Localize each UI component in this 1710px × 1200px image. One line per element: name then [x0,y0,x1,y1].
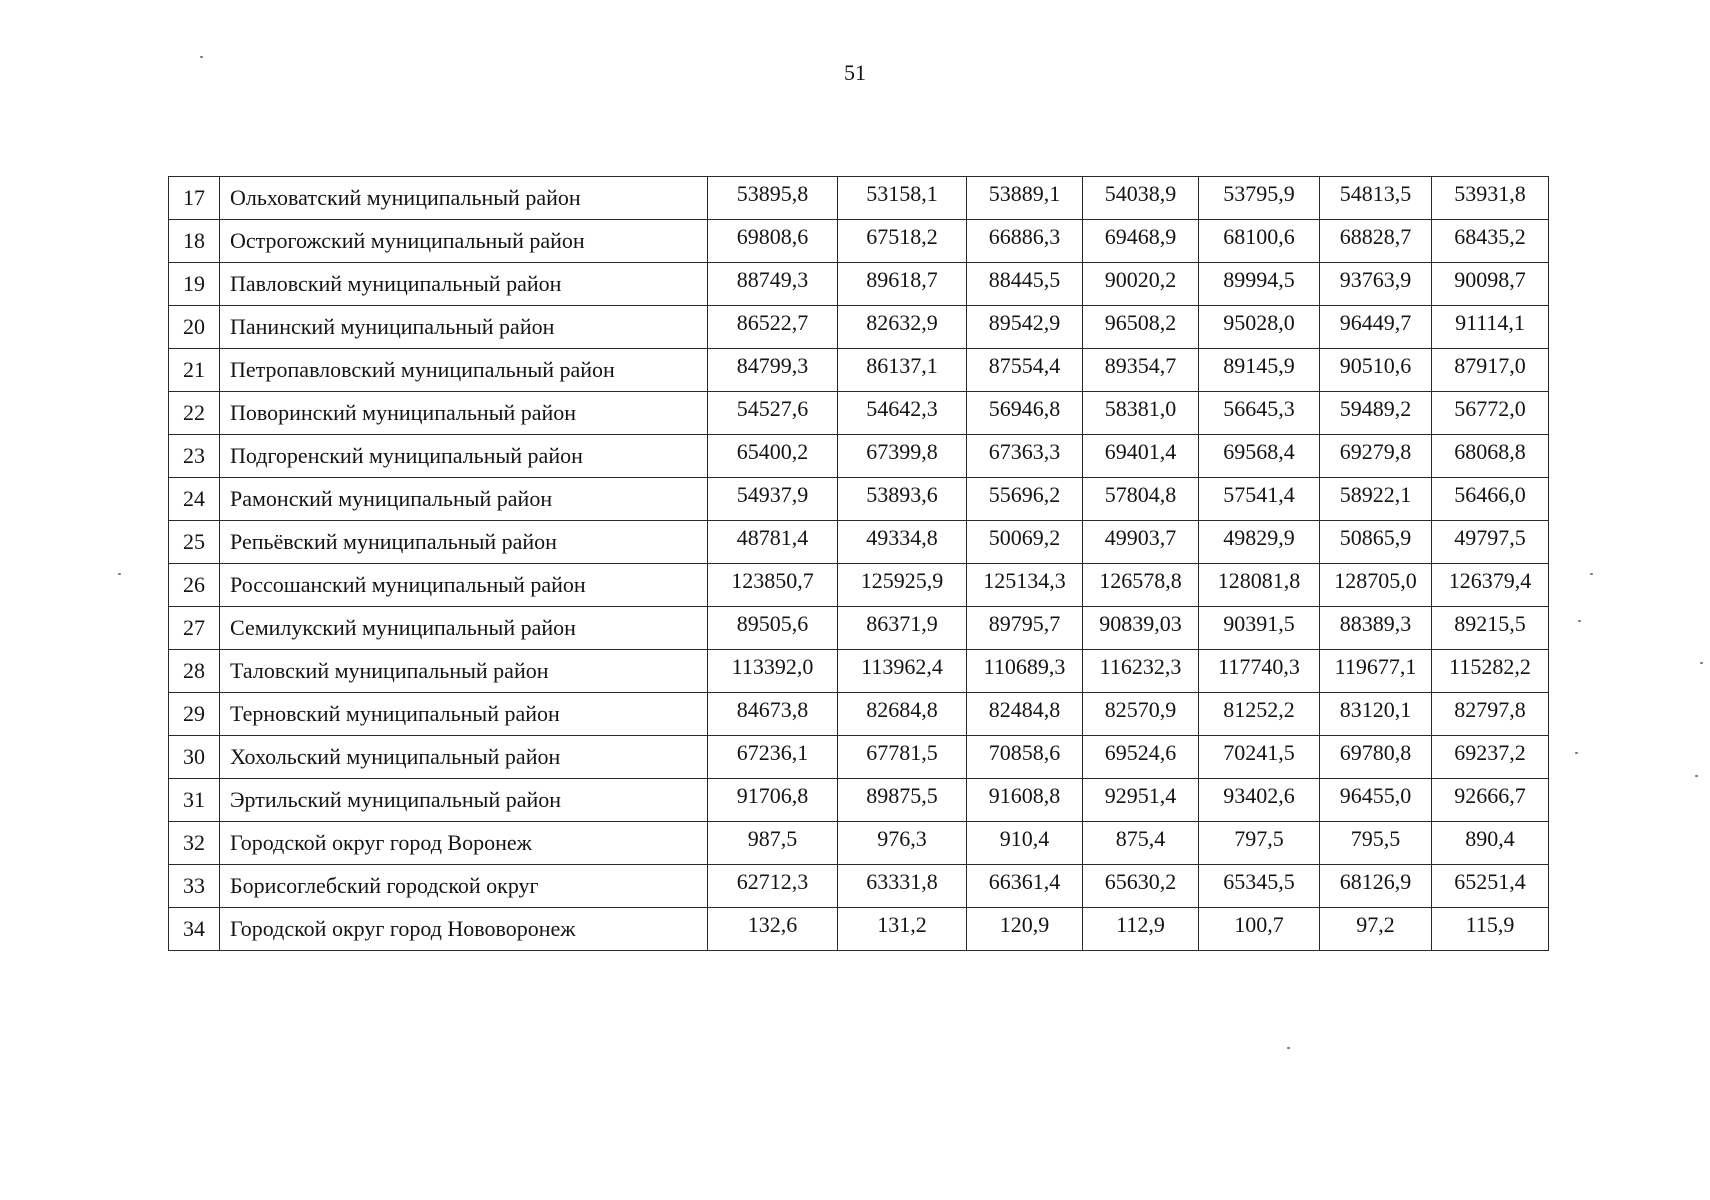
value-cell: 88445,5 [967,263,1083,306]
row-number-cell: 20 [169,306,220,349]
value-cell: 82797,8 [1432,693,1549,736]
value-cell: 123850,7 [708,564,838,607]
value-cell: 82632,9 [838,306,967,349]
value-cell: 56772,0 [1432,392,1549,435]
value-cell: 92666,7 [1432,779,1549,822]
value-cell: 53158,1 [838,177,967,220]
value-cell: 115282,2 [1432,650,1549,693]
value-cell: 70858,6 [967,736,1083,779]
table-row [169,263,1549,306]
row-number-cell: 25 [169,521,220,564]
value-cell: 890,4 [1432,822,1549,865]
value-cell: 97,2 [1320,908,1432,951]
value-cell: 89354,7 [1083,349,1199,392]
district-name-cell: Панинский муниципальный район [220,306,708,349]
value-cell: 49334,8 [838,521,967,564]
value-cell: 126379,4 [1432,564,1549,607]
row-number-cell: 28 [169,650,220,693]
value-cell: 91608,8 [967,779,1083,822]
value-cell: 81252,2 [1199,693,1320,736]
value-cell: 69524,6 [1083,736,1199,779]
value-cell: 54813,5 [1320,177,1432,220]
value-cell: 67363,3 [967,435,1083,478]
value-cell: 49903,7 [1083,521,1199,564]
row-number-cell: 30 [169,736,220,779]
value-cell: 49829,9 [1199,521,1320,564]
value-cell: 68100,6 [1199,220,1320,263]
row-number-cell: 27 [169,607,220,650]
value-cell: 795,5 [1320,822,1432,865]
value-cell: 88389,3 [1320,607,1432,650]
value-cell: 69468,9 [1083,220,1199,263]
value-cell: 58922,1 [1320,478,1432,521]
row-number-cell: 19 [169,263,220,306]
table-row [169,736,1549,779]
scan-speck [1287,1047,1290,1049]
value-cell: 115,9 [1432,908,1549,951]
district-name-cell: Острогожский муниципальный район [220,220,708,263]
value-cell: 89994,5 [1199,263,1320,306]
value-cell: 68435,2 [1432,220,1549,263]
value-cell: 50865,9 [1320,521,1432,564]
value-cell: 69401,4 [1083,435,1199,478]
value-cell: 54038,9 [1083,177,1199,220]
value-cell: 66361,4 [967,865,1083,908]
district-name-cell: Павловский муниципальный район [220,263,708,306]
value-cell: 86137,1 [838,349,967,392]
value-cell: 93763,9 [1320,263,1432,306]
value-cell: 987,5 [708,822,838,865]
value-cell: 53895,8 [708,177,838,220]
scan-speck [1695,775,1698,777]
value-cell: 95028,0 [1199,306,1320,349]
value-cell: 54937,9 [708,478,838,521]
value-cell: 48781,4 [708,521,838,564]
value-cell: 92951,4 [1083,779,1199,822]
value-cell: 66886,3 [967,220,1083,263]
value-cell: 90391,5 [1199,607,1320,650]
value-cell: 89542,9 [967,306,1083,349]
value-cell: 65251,4 [1432,865,1549,908]
value-cell: 63331,8 [838,865,967,908]
row-number-cell: 21 [169,349,220,392]
row-number-cell: 18 [169,220,220,263]
value-cell: 88749,3 [708,263,838,306]
value-cell: 96508,2 [1083,306,1199,349]
district-name-cell: Таловский муниципальный район [220,650,708,693]
table-row [169,521,1549,564]
value-cell: 55696,2 [967,478,1083,521]
value-cell: 126578,8 [1083,564,1199,607]
value-cell: 90839,03 [1083,607,1199,650]
value-cell: 119677,1 [1320,650,1432,693]
row-number-cell: 32 [169,822,220,865]
value-cell: 89505,6 [708,607,838,650]
value-cell: 131,2 [838,908,967,951]
table-row [169,693,1549,736]
value-cell: 89618,7 [838,263,967,306]
scan-speck [118,573,121,575]
value-cell: 112,9 [1083,908,1199,951]
value-cell: 116232,3 [1083,650,1199,693]
value-cell: 65630,2 [1083,865,1199,908]
value-cell: 87917,0 [1432,349,1549,392]
scan-speck [1590,573,1593,575]
row-number-cell: 26 [169,564,220,607]
row-number-cell: 31 [169,779,220,822]
row-number-cell: 17 [169,177,220,220]
value-cell: 93402,6 [1199,779,1320,822]
value-cell: 117740,3 [1199,650,1320,693]
district-name-cell: Терновский муниципальный район [220,693,708,736]
value-cell: 56645,3 [1199,392,1320,435]
value-cell: 976,3 [838,822,967,865]
value-cell: 67781,5 [838,736,967,779]
value-cell: 100,7 [1199,908,1320,951]
value-cell: 62712,3 [708,865,838,908]
district-name-cell: Городской округ город Нововоронеж [220,908,708,951]
value-cell: 53893,6 [838,478,967,521]
value-cell: 132,6 [708,908,838,951]
value-cell: 90510,6 [1320,349,1432,392]
value-cell: 86522,7 [708,306,838,349]
value-cell: 910,4 [967,822,1083,865]
value-cell: 90020,2 [1083,263,1199,306]
district-name-cell: Подгоренский муниципальный район [220,435,708,478]
row-number-cell: 34 [169,908,220,951]
value-cell: 68068,8 [1432,435,1549,478]
value-cell: 82684,8 [838,693,967,736]
value-cell: 89795,7 [967,607,1083,650]
table-row [169,435,1549,478]
district-name-cell: Семилукский муниципальный район [220,607,708,650]
row-number-cell: 33 [169,865,220,908]
value-cell: 89145,9 [1199,349,1320,392]
row-number-cell: 23 [169,435,220,478]
value-cell: 67518,2 [838,220,967,263]
district-name-cell: Хохольский муниципальный район [220,736,708,779]
value-cell: 875,4 [1083,822,1199,865]
table-row [169,306,1549,349]
value-cell: 96455,0 [1320,779,1432,822]
value-cell: 53795,9 [1199,177,1320,220]
table-row [169,177,1549,220]
district-name-cell: Россошанский муниципальный район [220,564,708,607]
value-cell: 65345,5 [1199,865,1320,908]
table-row [169,392,1549,435]
value-cell: 110689,3 [967,650,1083,693]
value-cell: 69279,8 [1320,435,1432,478]
value-cell: 84799,3 [708,349,838,392]
table-row [169,220,1549,263]
table-row [169,650,1549,693]
district-name-cell: Ольховатский муниципальный район [220,177,708,220]
district-name-cell: Петропавловский муниципальный район [220,349,708,392]
value-cell: 125134,3 [967,564,1083,607]
district-name-cell: Городской округ город Воронеж [220,822,708,865]
value-cell: 53931,8 [1432,177,1549,220]
value-cell: 91114,1 [1432,306,1549,349]
row-number-cell: 22 [169,392,220,435]
value-cell: 87554,4 [967,349,1083,392]
value-cell: 86371,9 [838,607,967,650]
value-cell: 49797,5 [1432,521,1549,564]
value-cell: 113392,0 [708,650,838,693]
page-number: 51 [844,60,866,85]
district-name-cell: Поворинский муниципальный район [220,392,708,435]
value-cell: 128081,8 [1199,564,1320,607]
value-cell: 69568,4 [1199,435,1320,478]
value-cell: 57541,4 [1199,478,1320,521]
value-cell: 67236,1 [708,736,838,779]
row-number-cell: 24 [169,478,220,521]
value-cell: 58381,0 [1083,392,1199,435]
table-row [169,564,1549,607]
district-name-cell: Рамонский муниципальный район [220,478,708,521]
table-body [169,177,1549,951]
value-cell: 69808,6 [708,220,838,263]
value-cell: 84673,8 [708,693,838,736]
table-row [169,779,1549,822]
value-cell: 91706,8 [708,779,838,822]
value-cell: 54527,6 [708,392,838,435]
value-cell: 83120,1 [1320,693,1432,736]
value-cell: 797,5 [1199,822,1320,865]
value-cell: 54642,3 [838,392,967,435]
value-cell: 68828,7 [1320,220,1432,263]
table-row [169,478,1549,521]
value-cell: 56466,0 [1432,478,1549,521]
value-cell: 65400,2 [708,435,838,478]
value-cell: 56946,8 [967,392,1083,435]
value-cell: 69780,8 [1320,736,1432,779]
scan-speck [1578,620,1581,622]
district-name-cell: Репьёвский муниципальный район [220,521,708,564]
value-cell: 89215,5 [1432,607,1549,650]
scan-speck [1700,662,1703,664]
table-row [169,607,1549,650]
value-cell: 89875,5 [838,779,967,822]
value-cell: 50069,2 [967,521,1083,564]
value-cell: 59489,2 [1320,392,1432,435]
table-row [169,865,1549,908]
table-row [169,822,1549,865]
district-name-cell: Эртильский муниципальный район [220,779,708,822]
value-cell: 68126,9 [1320,865,1432,908]
district-name-cell: Борисоглебский городской округ [220,865,708,908]
row-number-cell: 29 [169,693,220,736]
value-cell: 82484,8 [967,693,1083,736]
value-cell: 67399,8 [838,435,967,478]
value-cell: 120,9 [967,908,1083,951]
value-cell: 128705,0 [1320,564,1432,607]
data-table [168,176,1549,951]
value-cell: 53889,1 [967,177,1083,220]
scan-speck [1575,752,1578,754]
value-cell: 96449,7 [1320,306,1432,349]
table-row [169,349,1549,392]
value-cell: 90098,7 [1432,263,1549,306]
scan-speck [200,56,203,58]
value-cell: 113962,4 [838,650,967,693]
value-cell: 70241,5 [1199,736,1320,779]
value-cell: 57804,8 [1083,478,1199,521]
table-row [169,908,1549,951]
value-cell: 82570,9 [1083,693,1199,736]
value-cell: 69237,2 [1432,736,1549,779]
value-cell: 125925,9 [838,564,967,607]
